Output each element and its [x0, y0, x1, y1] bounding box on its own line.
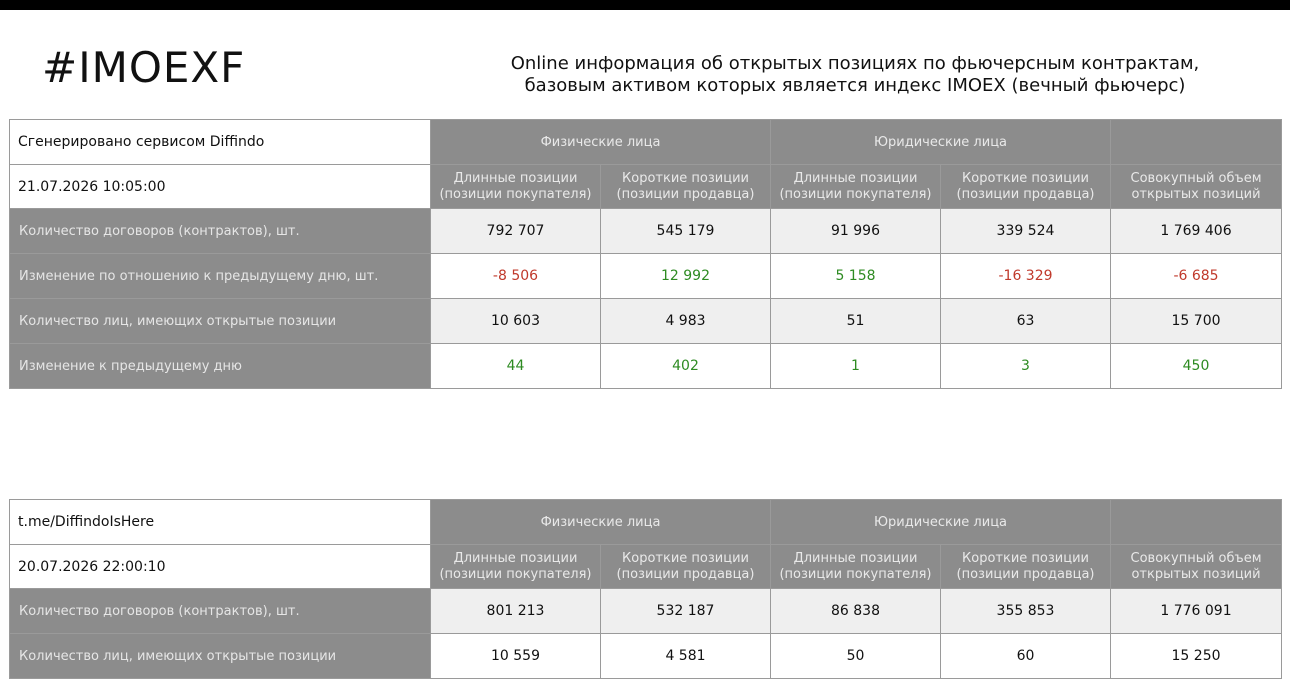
headline-line-2: базовым активом которых является индекс IMOEX (вечный фьючерс)	[524, 75, 1186, 96]
value-cell: 801 213	[431, 589, 601, 634]
value-cell: 15 700	[1111, 299, 1282, 344]
value-cell: 91 996	[771, 209, 941, 254]
col-header-long: Длинные позиции (позиции покупателя)	[431, 545, 601, 589]
col-header-long: Длинные позиции (позиции покупателя)	[431, 165, 601, 209]
change-positive-cell: 5 158	[771, 254, 941, 299]
change-positive-cell: 450	[1111, 344, 1282, 389]
col-header-short: Короткие позиции (позиции продавца)	[941, 165, 1111, 209]
group-header-legal: Юридические лица	[771, 120, 1111, 165]
col-header-short: Короткие позиции (позиции продавца)	[601, 165, 771, 209]
change-positive-cell: 402	[601, 344, 771, 389]
headline	[470, 53, 1240, 97]
change-positive-cell: 12 992	[601, 254, 771, 299]
col-header-total: Совокупный объем открытых позиций	[1111, 165, 1282, 209]
timestamp: 21.07.2026 10:05:00	[10, 165, 431, 209]
positions-table-current	[9, 119, 1282, 389]
row-label: Количество договоров (контрактов), шт.	[10, 589, 431, 634]
group-header-empty	[1111, 120, 1282, 165]
value-cell: 792 707	[431, 209, 601, 254]
value-cell: 50	[771, 634, 941, 679]
value-cell: 60	[941, 634, 1111, 679]
value-cell: 10 559	[431, 634, 601, 679]
value-cell: 63	[941, 299, 1111, 344]
value-cell: 15 250	[1111, 634, 1282, 679]
group-header-individuals: Физические лица	[431, 500, 771, 545]
col-header-total: Совокупный объем открытых позиций	[1111, 545, 1282, 589]
value-cell: 86 838	[771, 589, 941, 634]
value-cell: 10 603	[431, 299, 601, 344]
row-label: Количество договоров (контрактов), шт.	[10, 209, 431, 254]
table-row	[10, 299, 1282, 344]
row-label: Изменение к предыдущему дню	[10, 344, 431, 389]
value-cell: 545 179	[601, 209, 771, 254]
row-label: Количество лиц, имеющих открытые позиции	[10, 299, 431, 344]
value-cell: 1 769 406	[1111, 209, 1282, 254]
value-cell: 4 983	[601, 299, 771, 344]
value-cell: 532 187	[601, 589, 771, 634]
table-row	[10, 344, 1282, 389]
positions-table-previous	[9, 499, 1282, 679]
group-header-legal: Юридические лица	[771, 500, 1111, 545]
row-label: Количество лиц, имеющих открытые позиции	[10, 634, 431, 679]
change-negative-cell: -8 506	[431, 254, 601, 299]
value-cell: 355 853	[941, 589, 1111, 634]
table-row	[10, 209, 1282, 254]
ticker-title: #IMOEXF	[42, 43, 246, 92]
col-header-short: Короткие позиции (позиции продавца)	[941, 545, 1111, 589]
value-cell: 339 524	[941, 209, 1111, 254]
table-row	[10, 634, 1282, 679]
generated-by: Сгенерировано сервисом Diffindo	[10, 120, 431, 165]
top-bar	[0, 0, 1290, 10]
headline-line-1: Online информация об открытых позициях по фьючерсным контрактам,	[510, 53, 1200, 74]
value-cell: 1 776 091	[1111, 589, 1282, 634]
col-header-short: Короткие позиции (позиции продавца)	[601, 545, 771, 589]
group-header-empty	[1111, 500, 1282, 545]
col-header-long: Длинные позиции (позиции покупателя)	[771, 165, 941, 209]
telegram-link: t.me/DiffindoIsHere	[10, 500, 431, 545]
table-row	[10, 589, 1282, 634]
timestamp: 20.07.2026 22:00:10	[10, 545, 431, 589]
change-positive-cell: 44	[431, 344, 601, 389]
change-positive-cell: 1	[771, 344, 941, 389]
group-header-individuals: Физические лица	[431, 120, 771, 165]
change-positive-cell: 3	[941, 344, 1111, 389]
value-cell: 4 581	[601, 634, 771, 679]
change-negative-cell: -6 685	[1111, 254, 1282, 299]
change-negative-cell: -16 329	[941, 254, 1111, 299]
value-cell: 51	[771, 299, 941, 344]
table-row	[10, 254, 1282, 299]
col-header-long: Длинные позиции (позиции покупателя)	[771, 545, 941, 589]
row-label: Изменение по отношению к предыдущему дню, шт.	[10, 254, 431, 299]
